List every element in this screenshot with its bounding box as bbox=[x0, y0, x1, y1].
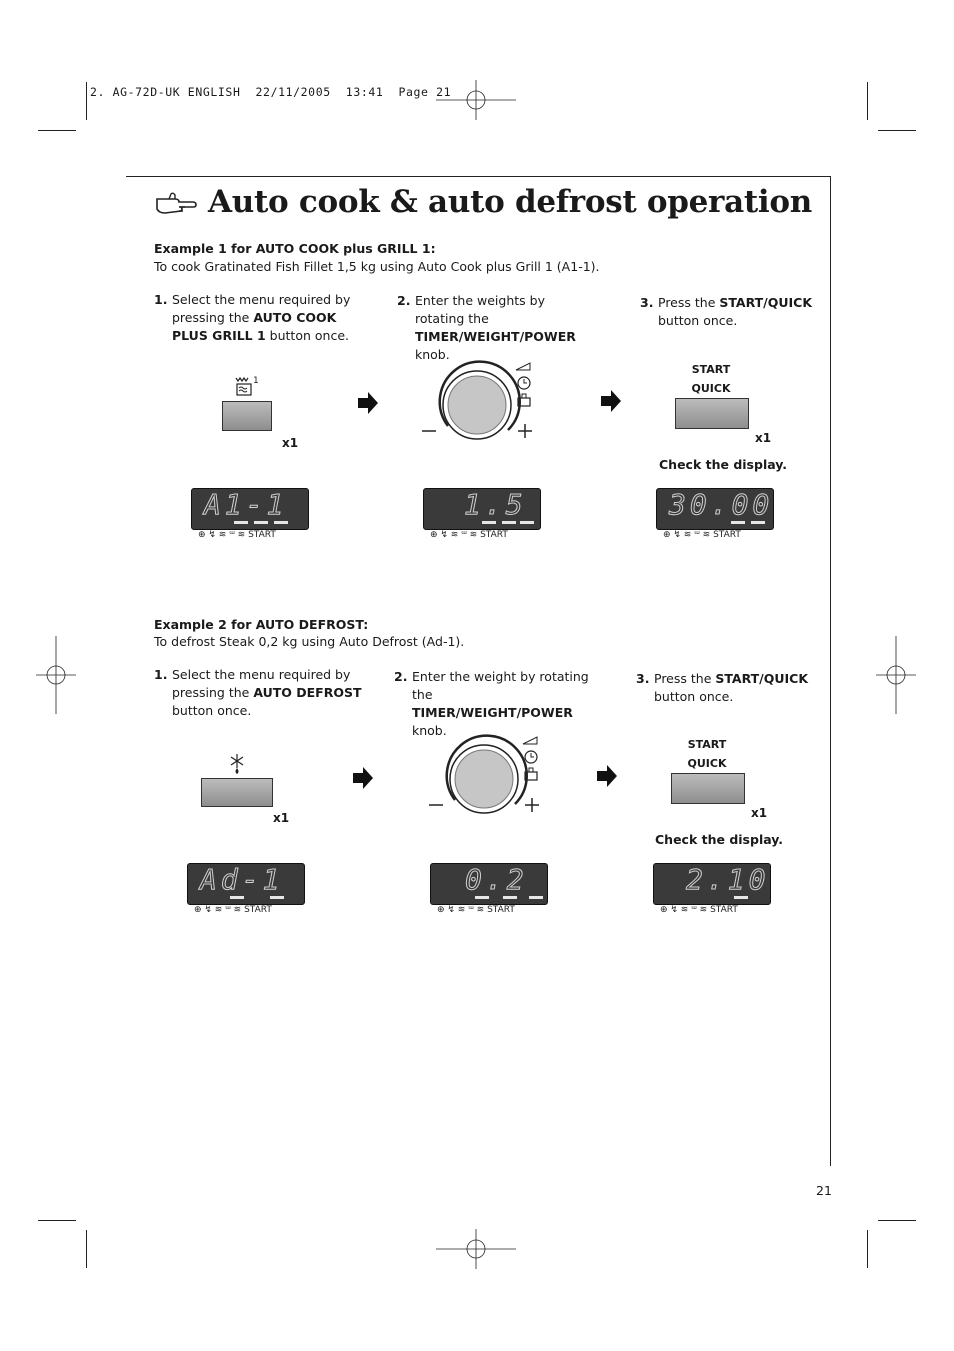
arrow-right-icon bbox=[601, 390, 621, 412]
crop-mark bbox=[38, 130, 76, 131]
crop-mark bbox=[86, 1230, 87, 1268]
press-count: x1 bbox=[273, 811, 290, 825]
pointing-hand-icon bbox=[155, 191, 197, 215]
example2-step3: 3. Press the START/QUICK button once. bbox=[636, 671, 809, 704]
check-display-note: Check the display. bbox=[655, 832, 784, 847]
lcd-display: 0.2 bbox=[430, 863, 548, 905]
auto-cook-grill-button[interactable] bbox=[222, 401, 272, 431]
page-number: 21 bbox=[816, 1183, 832, 1198]
crop-mark bbox=[878, 130, 916, 131]
timer-weight-power-knob[interactable] bbox=[420, 360, 540, 452]
crop-mark bbox=[867, 1230, 868, 1268]
crop-mark bbox=[867, 82, 868, 120]
lcd-display: 2.10 bbox=[653, 863, 771, 905]
frame-top-rule bbox=[126, 176, 831, 177]
lcd-mode-icons: ⊕ ↯ ≋ ᵚ ≋ START bbox=[660, 905, 738, 915]
registration-mark-icon bbox=[876, 636, 916, 714]
example1-step1: 1. Select the menu required by pressing the AUTO COOK PLUS GRILL 1 button once. bbox=[154, 292, 351, 343]
crop-mark bbox=[878, 1220, 916, 1221]
timer-weight-power-knob[interactable] bbox=[427, 734, 547, 826]
lcd-display: 1.5 bbox=[423, 488, 541, 530]
lcd-mode-icons: ⊕ ↯ ≋ ᵚ ≋ START bbox=[437, 905, 515, 915]
example1-step2: 2. Enter the weights by rotating the TIMER/WEIGHT/POWER knob. bbox=[397, 293, 576, 362]
example1-step3: 3. Press the START/QUICK button once. bbox=[640, 295, 813, 328]
press-count: x1 bbox=[755, 431, 772, 445]
example1-heading: Example 1 for AUTO COOK plus GRILL 1: bbox=[154, 241, 436, 256]
crop-mark bbox=[86, 82, 87, 120]
lcd-mode-icons: ⊕ ↯ ≋ ᵚ ≋ START bbox=[430, 530, 508, 540]
frame-right-rule bbox=[830, 176, 831, 1166]
example2-subtitle: To defrost Steak 0,2 kg using Auto Defrost (Ad-1). bbox=[154, 634, 465, 649]
start-quick-label: START QUICK bbox=[691, 363, 731, 395]
auto-cook-grill-icon bbox=[234, 374, 264, 398]
example2-step2: 2. Enter the weight by rotating the TIMER/WEIGHT/POWER knob. bbox=[394, 669, 589, 738]
lcd-display: 30.00 bbox=[656, 488, 774, 530]
press-count: x1 bbox=[751, 806, 768, 820]
print-slug: 2. AG-72D-UK ENGLISH 22/11/2005 13:41 Page 21 bbox=[90, 85, 452, 99]
registration-mark-icon bbox=[436, 80, 516, 120]
lcd-mode-icons: ⊕ ↯ ≋ ᵚ ≋ START bbox=[663, 530, 741, 540]
lcd-mode-icons: ⊕ ↯ ≋ ᵚ ≋ START bbox=[198, 530, 276, 540]
start-quick-button[interactable] bbox=[671, 773, 745, 804]
press-count: x1 bbox=[282, 436, 299, 450]
lcd-mode-icons: ⊕ ↯ ≋ ᵚ ≋ START bbox=[194, 905, 272, 915]
registration-mark-icon bbox=[436, 1229, 516, 1269]
check-display-note: Check the display. bbox=[659, 457, 788, 472]
crop-mark bbox=[38, 1220, 76, 1221]
example2-step1: 1. Select the menu required by pressing the AUTO DEFROST button once. bbox=[154, 667, 362, 718]
arrow-right-icon bbox=[597, 765, 617, 787]
example2-heading: Example 2 for AUTO DEFROST: bbox=[154, 617, 369, 632]
start-quick-label: START QUICK bbox=[687, 738, 727, 770]
svg-text:1: 1 bbox=[253, 376, 259, 386]
start-quick-button[interactable] bbox=[675, 398, 749, 429]
lcd-display: Ad-1 bbox=[187, 863, 305, 905]
auto-defrost-button[interactable] bbox=[201, 778, 273, 807]
page-title: Auto cook & auto defrost operation bbox=[208, 184, 812, 220]
arrow-right-icon bbox=[358, 392, 378, 414]
registration-mark-icon bbox=[36, 636, 76, 714]
defrost-snowflake-icon bbox=[228, 753, 246, 775]
example1-subtitle: To cook Gratinated Fish Fillet 1,5 kg using Auto Cook plus Grill 1 (A1-1). bbox=[154, 259, 600, 274]
lcd-display: A1-1 bbox=[191, 488, 309, 530]
arrow-right-icon bbox=[353, 767, 373, 789]
